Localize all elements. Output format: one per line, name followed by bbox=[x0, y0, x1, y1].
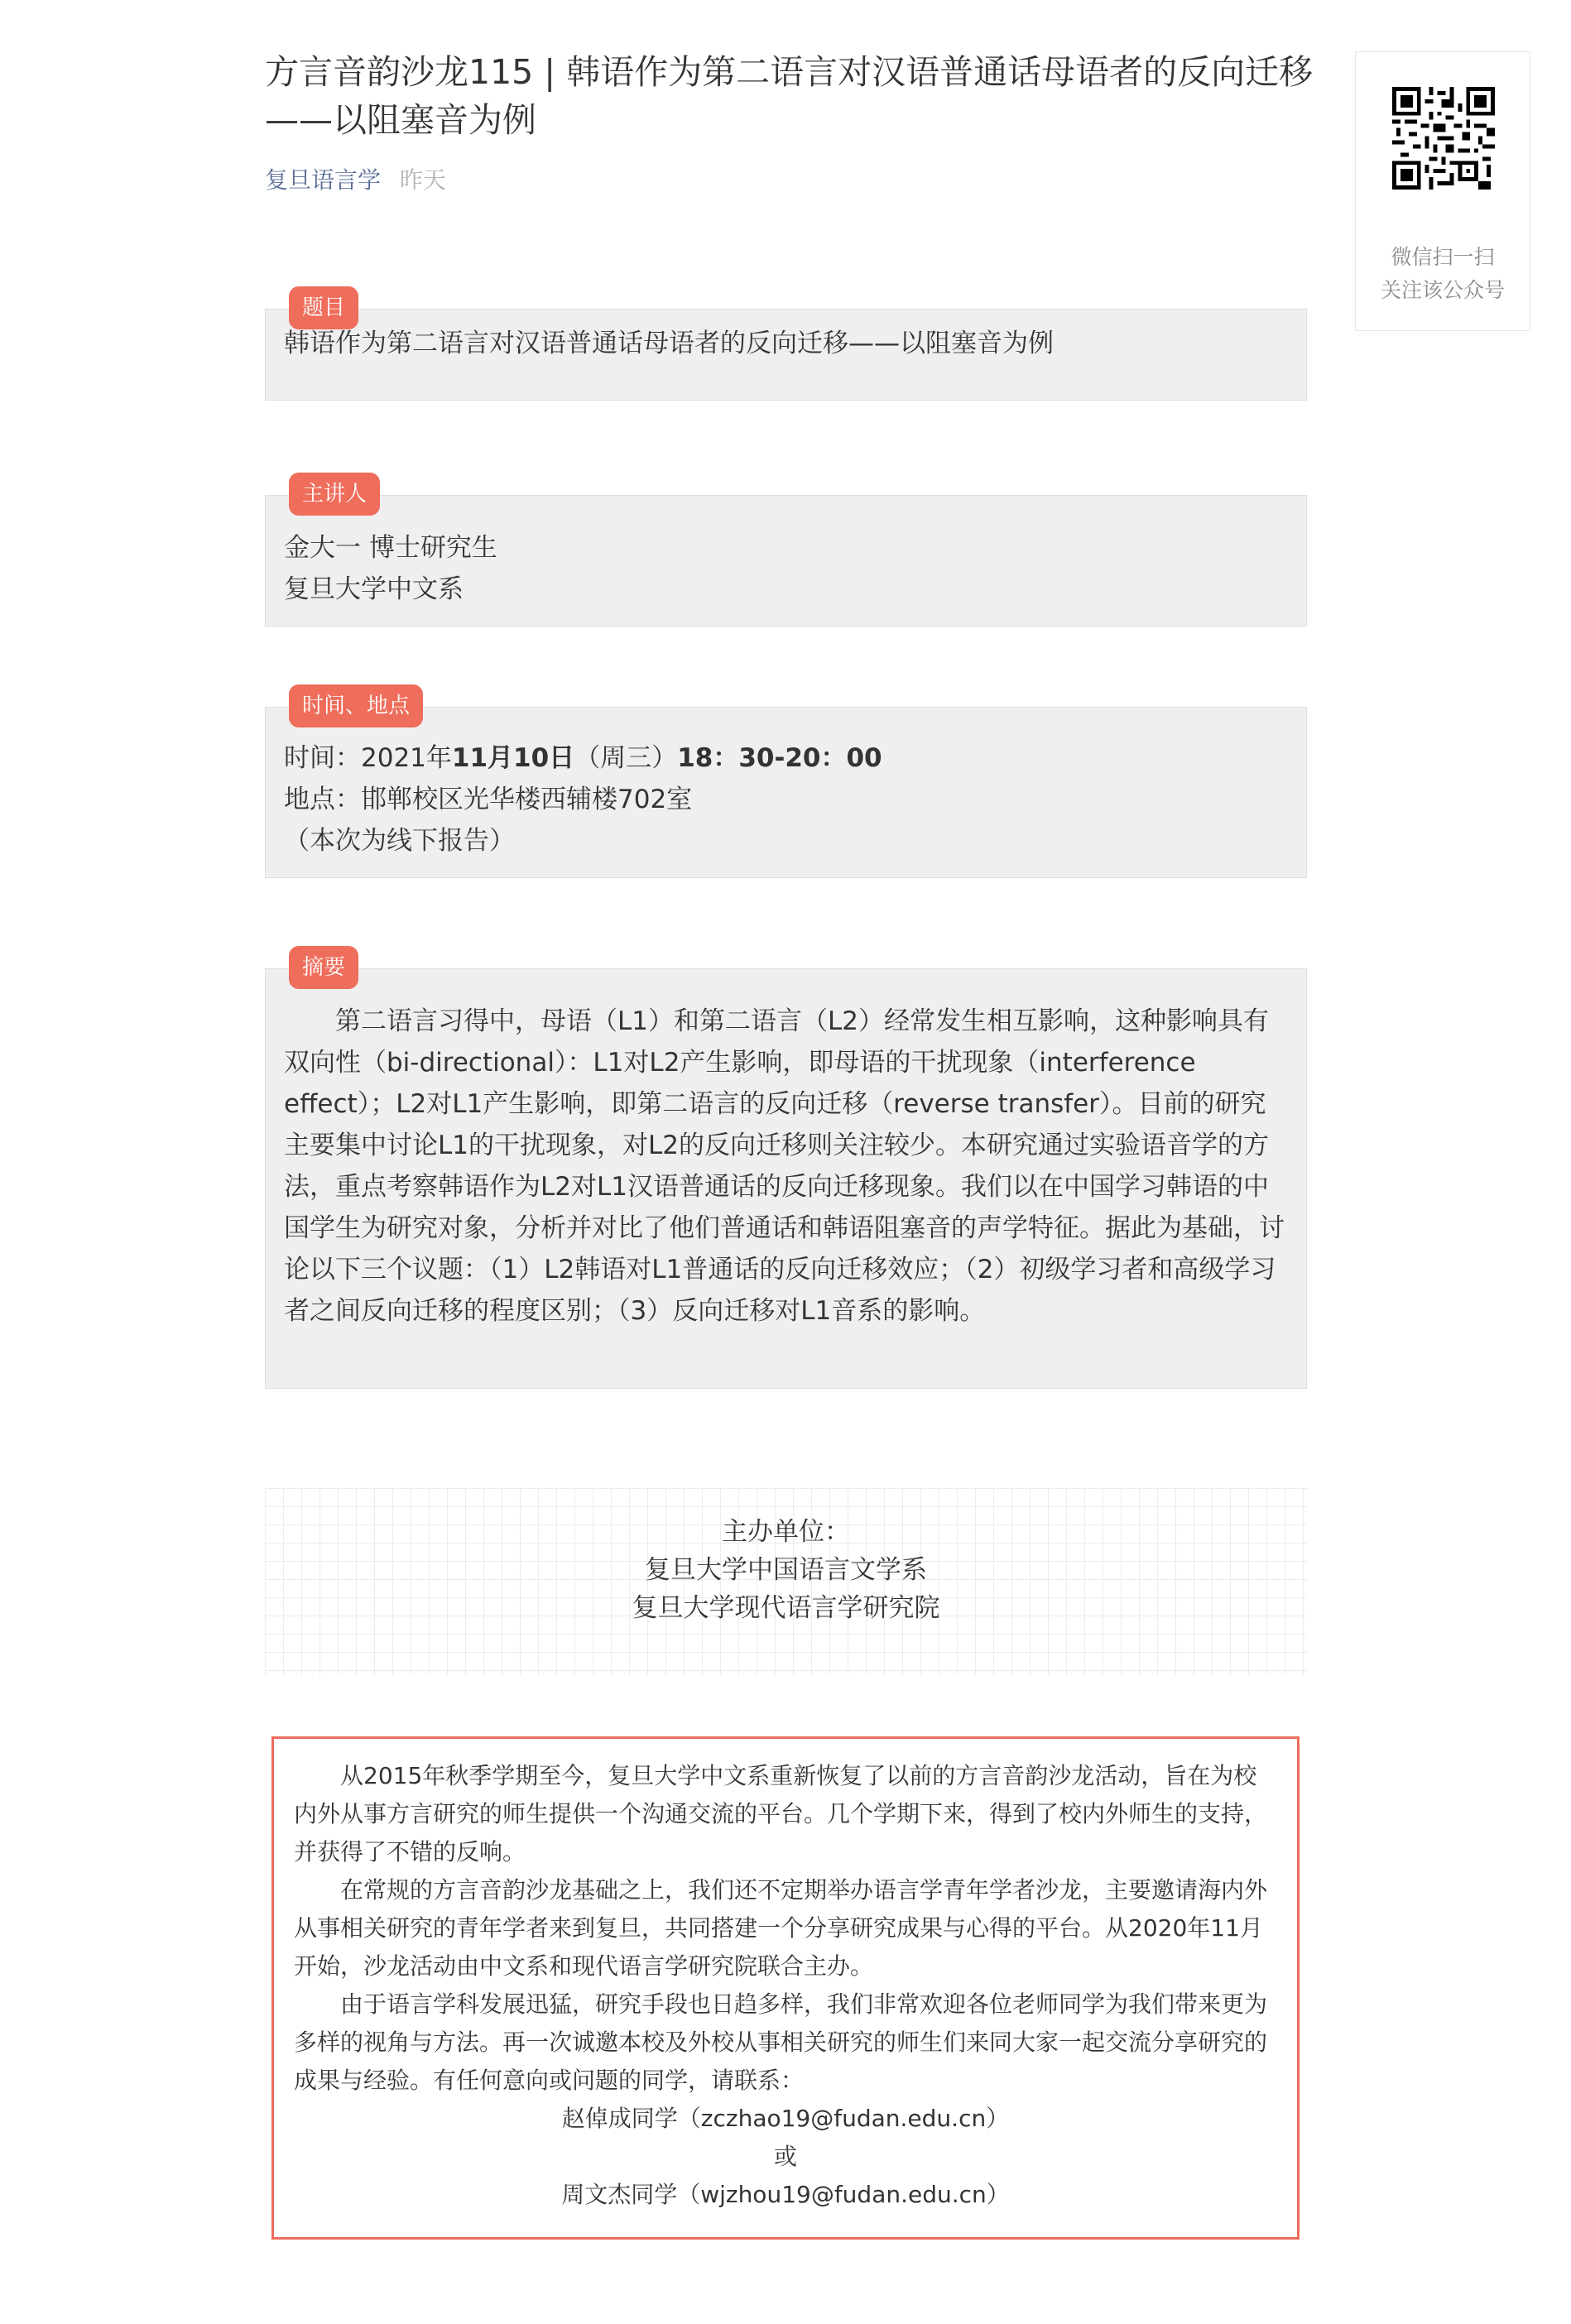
contact-2: 周文杰同学（wjzhou19@fudan.edu.cn） bbox=[561, 2181, 1010, 2208]
notice-box bbox=[271, 1736, 1300, 2240]
speaker-name: 金大一 博士研究生 bbox=[284, 533, 497, 563]
speaker-info bbox=[284, 527, 1288, 610]
speaker-affiliation: 复旦大学中文系 bbox=[284, 574, 464, 604]
organizer-1: 复旦大学中国语言文学系 bbox=[645, 1555, 927, 1585]
event-time bbox=[284, 737, 1288, 779]
notice-paragraph-3: 由于语言学科发展迅猛，研究手段也日趋多样，我们非常欢迎各位老师同学为我们带来更为多样的视角与方法。再一次诚邀本校及外校从事相关研究的师生们来同大家一起交流分享研究的成果与经验。有任何意向或问题的同学，请联系： bbox=[294, 1990, 1268, 2094]
contact-or: 或 bbox=[773, 2143, 797, 2170]
organizer-block bbox=[265, 1488, 1307, 1675]
time-place-section bbox=[265, 694, 1307, 878]
account-name-link[interactable]: 复旦语言学 bbox=[265, 166, 382, 194]
qr-caption bbox=[1356, 241, 1530, 307]
notice-paragraph-2: 在常规的方言音韵沙龙基础之上，我们还不定期举办语言学青年学者沙龙，主要邀请海内外从事相关研究的青年学者来到复旦，共同搭建一个分享研究成果与心得的平台。从2020年11月开始，沙龙活动由中文系和现代语言学研究院联合主办。 bbox=[294, 1876, 1268, 1980]
speaker-section bbox=[265, 482, 1307, 627]
time-prefix: 时间：2021年 bbox=[284, 743, 452, 773]
time-date: 11月10日 bbox=[451, 743, 575, 773]
publish-date: 昨天 bbox=[399, 166, 446, 194]
topic-section bbox=[265, 295, 1307, 401]
abstract-text: 第二语言习得中，母语（L1）和第二语言（L2）经常发生相互影响，这种影响具有双向性（bi-directional）：L1对L2产生影响，即母语的干扰现象（interference effect）；L2对L1产生影响，即第二语言的反向迁移（reverse transfer）。目前的研究主要集中讨论L1的干扰现象，对L2的反向迁移则关注较少。本研究通过实验语音学的方法，重点考察韩语作为L2对L1汉语普通话的反向迁移现象。我们以在中国学习韩语的中国学生为研究对象，分析并对比了他们普通话和韩语阻塞音的声学特征。据此为基础，讨论以下三个议题：（1）L2韩语对L1普通话的反向迁移效应；（2）初级学习者和高级学习者之间反向迁移的程度区别；（3）反向迁移对L1音系的影响。 bbox=[284, 1006, 1285, 1326]
abstract-section bbox=[265, 955, 1307, 1389]
time-place-tag: 时间、地点 bbox=[289, 684, 423, 727]
time-place-info bbox=[284, 737, 1288, 862]
organizer-2: 复旦大学现代语言学研究院 bbox=[632, 1593, 940, 1623]
contact-1: 赵倬成同学（zczhao19@fudan.edu.cn） bbox=[561, 2105, 1010, 2132]
organizer-heading: 主办单位： bbox=[722, 1517, 850, 1547]
time-weekday: （周三） bbox=[574, 743, 678, 773]
abstract-tag: 摘要 bbox=[289, 946, 358, 989]
qr-caption-line2: 关注该公众号 bbox=[1380, 278, 1505, 302]
abstract-body bbox=[284, 1001, 1288, 1332]
topic-tag: 题目 bbox=[289, 286, 358, 329]
article-title: 方言音韵沙龙115 | 韩语作为第二语言对汉语普通话母语者的反向迁移——以阻塞音为例 bbox=[265, 52, 1314, 140]
qr-caption-line1: 微信扫一扫 bbox=[1391, 245, 1495, 269]
event-note: （本次为线下报告） bbox=[284, 826, 515, 856]
notice-paragraph-1: 从2015年秋季学期至今，复旦大学中文系重新恢复了以前的方言音韵沙龙活动，旨在为校内外从事方言研究的师生提供一个沟通交流的平台。几个学期下来，得到了校内外师生的支持，并获得了不错的反响。 bbox=[294, 1762, 1268, 1865]
article-meta bbox=[265, 164, 446, 197]
topic-text: 韩语作为第二语言对汉语普通话母语者的反向迁移——以阻塞音为例 bbox=[284, 329, 1054, 358]
time-hours: 18：30-20：00 bbox=[677, 743, 882, 773]
speaker-tag: 主讲人 bbox=[289, 473, 380, 516]
qr-panel bbox=[1355, 51, 1530, 331]
event-place: 地点：邯郸校区光华楼西辅楼702室 bbox=[284, 785, 693, 814]
qr-code-icon bbox=[1392, 87, 1495, 190]
